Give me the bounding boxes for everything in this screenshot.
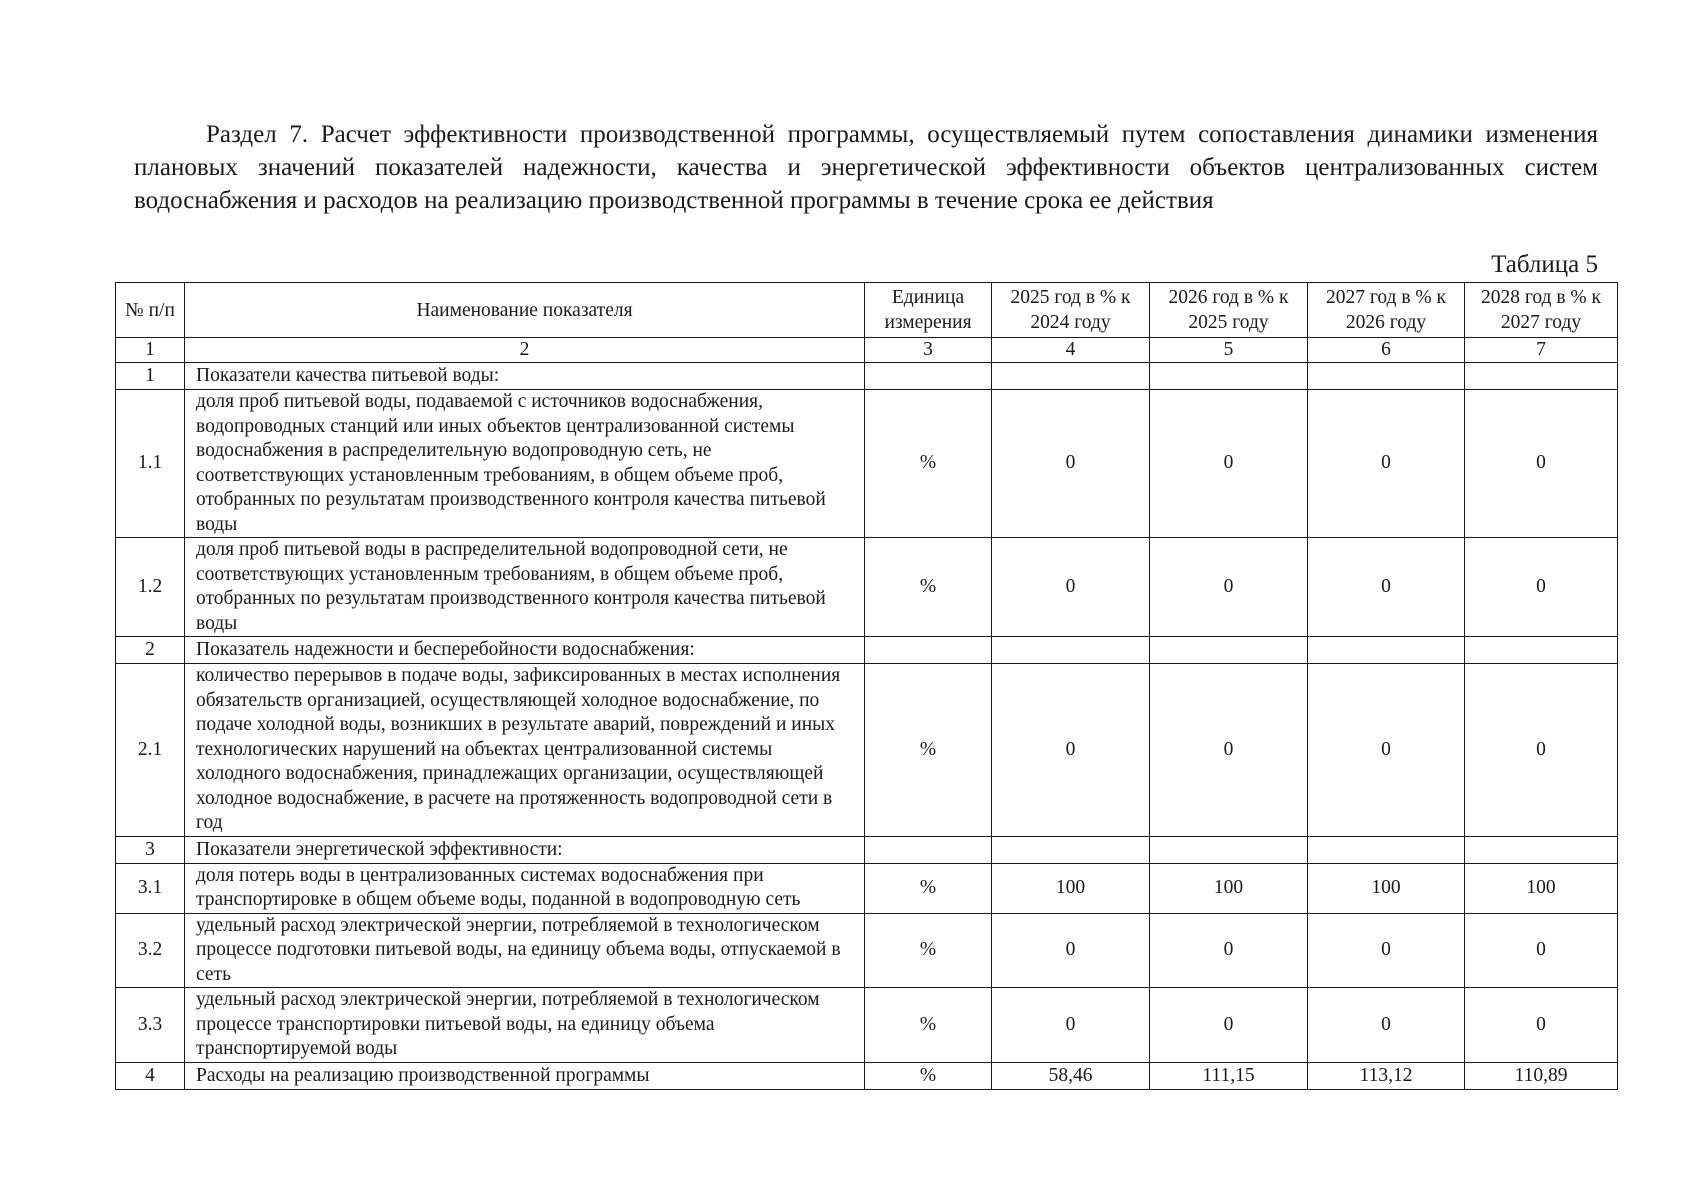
row-value-2027 <box>1308 836 1465 863</box>
column-number-row <box>116 338 1618 363</box>
row-name: доля проб питьевой воды, подаваемой с источников водоснабжения, водопроводных станций или иных объектов централизованной системы водоснабжения в распределительную водопроводную сеть, не соответствующих установленным требованиям, в общем объеме проб, отобранных по результатам производственного контроля качества питьевой воды <box>185 390 865 538</box>
table-row <box>116 538 1618 637</box>
row-value-2027: 0 <box>1308 538 1465 637</box>
row-name: Показатели энергетической эффективности: <box>185 836 865 863</box>
row-name: доля потерь воды в централизованных системах водоснабжения при транспортировке в общем объеме воды, поданной в водопроводную сеть <box>185 863 865 913</box>
row-name: доля проб питьевой воды в распределительной водопроводной сети, не соответствующих установленным требованиям, в общем объеме проб, отобранных по результатам производственного контроля качества питьевой воды <box>185 538 865 637</box>
row-unit: % <box>865 664 992 837</box>
row-unit <box>865 363 992 390</box>
row-number: 2 <box>116 637 185 664</box>
header-row <box>116 283 1618 338</box>
row-value-2028: 0 <box>1465 390 1618 538</box>
row-name: Расходы на реализацию производственной программы <box>185 1062 865 1089</box>
row-value-2026: 0 <box>1150 664 1308 837</box>
header-cell: 2025 год в % к 2024 году <box>992 283 1150 338</box>
row-value-2026: 0 <box>1150 390 1308 538</box>
column-number-cell: 7 <box>1465 338 1618 363</box>
table-row <box>116 1062 1618 1089</box>
row-unit <box>865 836 992 863</box>
row-value-2026 <box>1150 836 1308 863</box>
row-value-2028: 0 <box>1465 913 1618 988</box>
row-value-2028 <box>1465 363 1618 390</box>
row-unit <box>865 637 992 664</box>
row-number: 3.1 <box>116 863 185 913</box>
row-number: 4 <box>116 1062 185 1089</box>
table-row <box>116 664 1618 837</box>
row-name: Показатель надежности и бесперебойности водоснабжения: <box>185 637 865 664</box>
row-value-2028: 0 <box>1465 988 1618 1063</box>
row-value-2027: 0 <box>1308 664 1465 837</box>
row-name: удельный расход электрической энергии, потребляемой в технологическом процессе транспортировки питьевой воды, на единицу объема транспортируемой воды <box>185 988 865 1063</box>
column-number-cell: 5 <box>1150 338 1308 363</box>
column-number-cell: 1 <box>116 338 185 363</box>
row-value-2026: 0 <box>1150 538 1308 637</box>
row-value-2027: 0 <box>1308 390 1465 538</box>
column-number-cell: 4 <box>992 338 1150 363</box>
row-value-2028 <box>1465 637 1618 664</box>
table-row <box>116 836 1618 863</box>
table-row <box>116 988 1618 1063</box>
row-value-2026 <box>1150 637 1308 664</box>
table-row <box>116 863 1618 913</box>
efficiency-table <box>115 282 1618 1090</box>
row-value-2025: 0 <box>992 988 1150 1063</box>
row-value-2027 <box>1308 363 1465 390</box>
row-value-2028: 100 <box>1465 863 1618 913</box>
row-unit: % <box>865 390 992 538</box>
header-cell: 2027 год в % к 2026 году <box>1308 283 1465 338</box>
row-number: 2.1 <box>116 664 185 837</box>
row-value-2026: 0 <box>1150 988 1308 1063</box>
row-number: 3.2 <box>116 913 185 988</box>
table-row <box>116 363 1618 390</box>
row-number: 3 <box>116 836 185 863</box>
row-unit: % <box>865 913 992 988</box>
row-value-2027 <box>1308 637 1465 664</box>
header-cell: 2028 год в % к 2027 году <box>1465 283 1618 338</box>
table-row <box>116 390 1618 538</box>
column-number-cell: 3 <box>865 338 992 363</box>
row-value-2028 <box>1465 836 1618 863</box>
row-number: 1.1 <box>116 390 185 538</box>
row-unit: % <box>865 538 992 637</box>
row-value-2026: 0 <box>1150 913 1308 988</box>
table-row <box>116 637 1618 664</box>
header-cell: 2026 год в % к 2025 году <box>1150 283 1308 338</box>
row-unit: % <box>865 1062 992 1089</box>
row-number: 3.3 <box>116 988 185 1063</box>
row-value-2026 <box>1150 363 1308 390</box>
row-value-2028: 0 <box>1465 538 1618 637</box>
row-name: Показатели качества питьевой воды: <box>185 363 865 390</box>
row-value-2027: 113,12 <box>1308 1062 1465 1089</box>
row-value-2028: 110,89 <box>1465 1062 1618 1089</box>
row-value-2025: 0 <box>992 664 1150 837</box>
header-cell: № п/п <box>116 283 185 338</box>
row-unit: % <box>865 863 992 913</box>
row-value-2025: 0 <box>992 538 1150 637</box>
row-value-2025 <box>992 836 1150 863</box>
row-value-2025: 0 <box>992 913 1150 988</box>
row-number: 1.2 <box>116 538 185 637</box>
row-value-2025: 58,46 <box>992 1062 1150 1089</box>
row-value-2027: 0 <box>1308 913 1465 988</box>
table-row <box>116 913 1618 988</box>
row-number: 1 <box>116 363 185 390</box>
row-value-2025: 100 <box>992 863 1150 913</box>
row-unit: % <box>865 988 992 1063</box>
column-number-cell: 2 <box>185 338 865 363</box>
row-value-2025 <box>992 637 1150 664</box>
header-cell: Наименование показателя <box>185 283 865 338</box>
column-number-cell: 6 <box>1308 338 1465 363</box>
row-value-2025 <box>992 363 1150 390</box>
row-value-2027: 0 <box>1308 988 1465 1063</box>
table-label: Таблица 5 <box>1491 251 1598 278</box>
header-cell: Единица измерения <box>865 283 992 338</box>
row-value-2025: 0 <box>992 390 1150 538</box>
row-value-2027: 100 <box>1308 863 1465 913</box>
row-name: количество перерывов в подаче воды, зафиксированных в местах исполнения обязательств организацией, осуществляющей холодное водоснабжение, по подаче холодной воды, возникших в результате аварий, повреждений и иных технологических нарушений на объектах централизованной системы холодного водоснабжения, принадлежащих организации, осуществляющей холодное водоснабжение, в расчете на протяженность водопроводной сети в год <box>185 664 865 837</box>
row-value-2026: 100 <box>1150 863 1308 913</box>
row-name: удельный расход электрической энергии, потребляемой в технологическом процессе подготовки питьевой воды, на единицу объема воды, отпускаемой в сеть <box>185 913 865 988</box>
row-value-2028: 0 <box>1465 664 1618 837</box>
section-heading: Раздел 7. Расчет эффективности производственной программы, осуществляемый путем сопоставления динамики изменения плановых значений показателей надежности, качества и энергетической эффективности объектов централизованных систем водоснабжения и расходов на реализацию производственной программы в течение срока ее действия <box>134 121 1598 214</box>
row-value-2026: 111,15 <box>1150 1062 1308 1089</box>
